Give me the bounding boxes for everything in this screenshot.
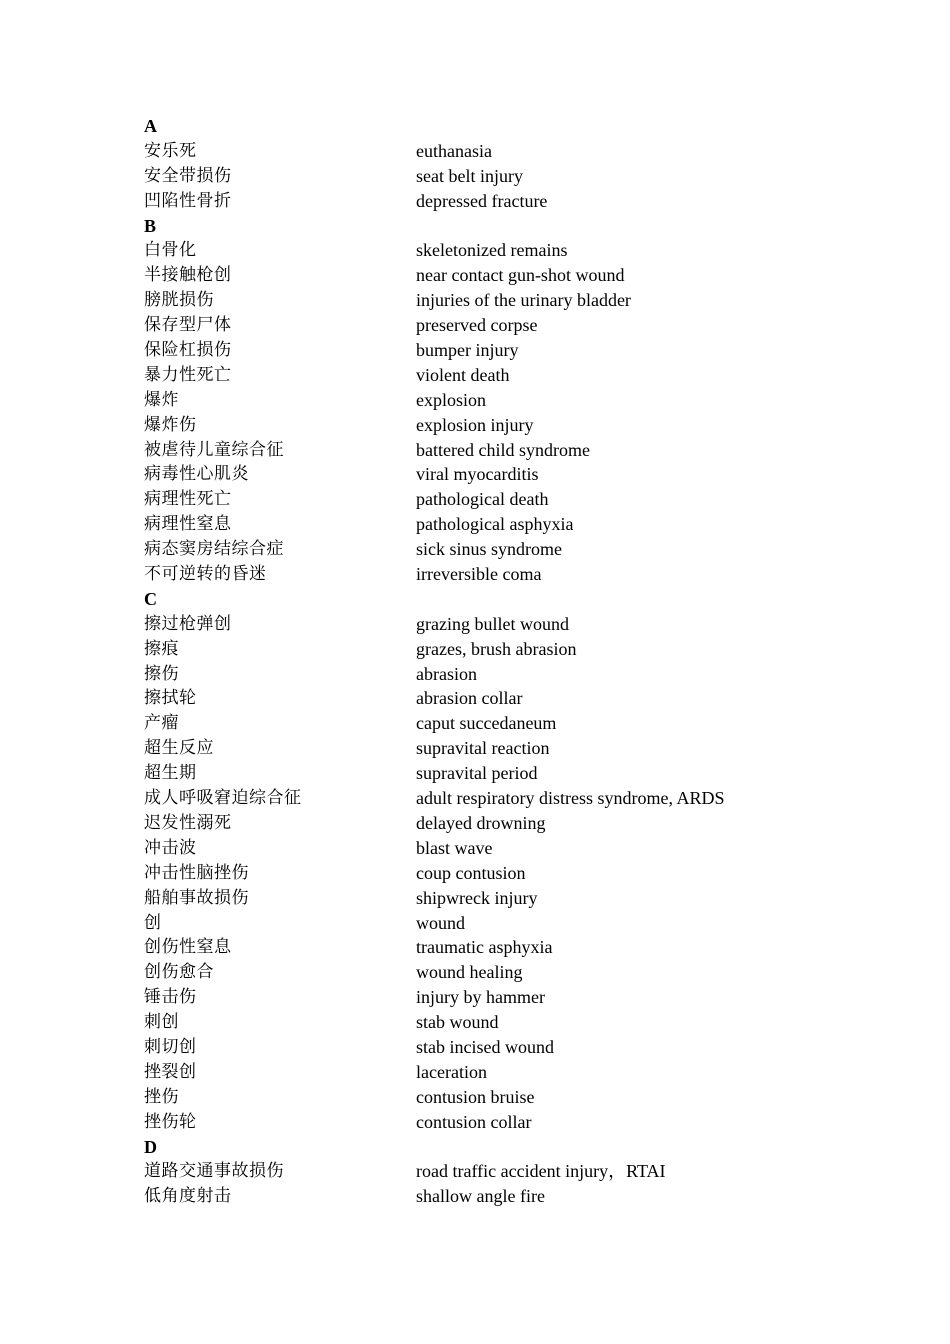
english-term: grazes, brush abrasion <box>416 638 577 659</box>
chinese-term: 病理性窒息 <box>144 514 232 535</box>
chinese-term: 擦痕 <box>144 638 179 659</box>
chinese-term: 挫伤 <box>144 1086 179 1107</box>
english-term: contusion bruise <box>416 1086 535 1107</box>
glossary-entry <box>144 164 824 189</box>
chinese-term: 迟发性溺死 <box>144 812 232 833</box>
chinese-term: 保险杠损伤 <box>144 340 232 361</box>
section-letter: A <box>144 116 157 136</box>
glossary-entry <box>144 388 824 413</box>
english-term: seat belt injury <box>416 165 523 186</box>
chinese-term: 凹陷性骨折 <box>144 190 232 211</box>
english-term: stab wound <box>416 1012 499 1033</box>
english-term: near contact gun-shot wound <box>416 265 625 286</box>
glossary-entry <box>144 139 824 164</box>
chinese-term: 刺创 <box>144 1012 179 1033</box>
glossary-entry <box>144 861 824 886</box>
english-term: irreversible coma <box>416 564 542 585</box>
glossary-entry <box>144 1110 824 1135</box>
english-term: contusion collar <box>416 1111 532 1132</box>
chinese-term: 擦拭轮 <box>144 688 197 709</box>
glossary-entry <box>144 537 824 562</box>
glossary-entry <box>144 686 824 711</box>
chinese-term: 爆炸 <box>144 389 179 410</box>
chinese-term: 锤击伤 <box>144 987 197 1008</box>
english-term: shipwreck injury <box>416 887 538 908</box>
english-term: blast wave <box>416 837 493 858</box>
english-term: delayed drowning <box>416 812 546 833</box>
english-term: coup contusion <box>416 862 526 883</box>
chinese-term: 低角度射击 <box>144 1186 232 1207</box>
english-term: wound <box>416 912 465 933</box>
english-term: explosion <box>416 389 486 410</box>
chinese-term: 超生期 <box>144 763 197 784</box>
glossary-entry <box>144 1010 824 1035</box>
english-term: injuries of the urinary bladder <box>416 290 631 311</box>
english-term: battered child syndrome <box>416 439 590 460</box>
glossary-entry <box>144 836 824 861</box>
chinese-term: 病理性死亡 <box>144 489 232 510</box>
glossary-entry <box>144 1159 824 1184</box>
english-term: abrasion collar <box>416 688 523 709</box>
glossary-entry <box>144 811 824 836</box>
english-term: pathological death <box>416 489 549 510</box>
chinese-term: 安乐死 <box>144 140 197 161</box>
glossary-list <box>144 114 824 1209</box>
chinese-term: 被虐待儿童综合征 <box>144 439 284 460</box>
chinese-term: 安全带损伤 <box>144 165 232 186</box>
chinese-term: 挫伤轮 <box>144 1111 197 1132</box>
english-term: caput succedaneum <box>416 713 557 734</box>
english-term: stab incised wound <box>416 1036 554 1057</box>
chinese-term: 超生反应 <box>144 738 214 759</box>
glossary-entry <box>144 637 824 662</box>
english-term: shallow angle fire <box>416 1186 545 1207</box>
glossary-entry <box>144 1085 824 1110</box>
english-term: depressed fracture <box>416 190 548 211</box>
english-term: sick sinus syndrome <box>416 539 562 560</box>
glossary-entry <box>144 413 824 438</box>
chinese-term: 道路交通事故损伤 <box>144 1161 284 1182</box>
english-term: injury by hammer <box>416 987 545 1008</box>
english-term: euthanasia <box>416 140 492 161</box>
glossary-entry <box>144 736 824 761</box>
glossary-entry <box>144 487 824 512</box>
glossary-entry <box>144 562 824 587</box>
glossary-entry <box>144 960 824 985</box>
english-term: pathological asphyxia <box>416 514 574 535</box>
glossary-entry <box>144 462 824 487</box>
chinese-term: 擦过枪弹创 <box>144 613 232 634</box>
chinese-term: 爆炸伤 <box>144 414 197 435</box>
chinese-term: 冲击性脑挫伤 <box>144 862 249 883</box>
glossary-entry <box>144 363 824 388</box>
glossary-entry <box>144 911 824 936</box>
english-term: adult respiratory distress syndrome, ARDS <box>416 788 725 809</box>
english-term: preserved corpse <box>416 315 538 336</box>
chinese-term: 创 <box>144 912 162 933</box>
section-letter: B <box>144 215 157 236</box>
glossary-entry <box>144 786 824 811</box>
glossary-entry <box>144 935 824 960</box>
english-term: viral myocarditis <box>416 464 539 485</box>
glossary-entry <box>144 612 824 637</box>
glossary-entry <box>144 1184 824 1209</box>
english-term: explosion injury <box>416 414 534 435</box>
english-term: violent death <box>416 364 510 385</box>
english-term: traumatic asphyxia <box>416 937 553 958</box>
section-letter: C <box>144 588 157 609</box>
chinese-term: 膀胱损伤 <box>144 290 214 311</box>
glossary-entry <box>144 238 824 263</box>
chinese-term: 白骨化 <box>144 240 197 261</box>
chinese-term: 成人呼吸窘迫综合征 <box>144 788 302 809</box>
glossary-entry <box>144 288 824 313</box>
chinese-term: 病态窦房结综合症 <box>144 539 284 560</box>
glossary-entry <box>144 761 824 786</box>
glossary-entry <box>144 662 824 687</box>
glossary-entry <box>144 512 824 537</box>
chinese-term: 暴力性死亡 <box>144 364 232 385</box>
glossary-entry <box>144 338 824 363</box>
chinese-term: 半接触枪创 <box>144 265 232 286</box>
chinese-term: 刺切创 <box>144 1036 197 1057</box>
chinese-term: 船舶事故损伤 <box>144 887 249 908</box>
english-term: wound healing <box>416 962 523 983</box>
chinese-term: 创伤性窒息 <box>144 937 232 958</box>
english-term: laceration <box>416 1061 487 1082</box>
glossary-entry <box>144 438 824 463</box>
glossary-entry <box>144 263 824 288</box>
english-term: grazing bullet wound <box>416 613 569 634</box>
english-term: supravital period <box>416 763 538 784</box>
glossary-entry <box>144 985 824 1010</box>
chinese-term: 创伤愈合 <box>144 962 214 983</box>
chinese-term: 病毒性心肌炎 <box>144 464 249 485</box>
english-term: abrasion <box>416 663 477 684</box>
glossary-entry <box>144 313 824 338</box>
glossary-entry <box>144 1060 824 1085</box>
chinese-term: 冲击波 <box>144 837 197 858</box>
english-term: skeletonized remains <box>416 240 568 261</box>
glossary-entry <box>144 189 824 214</box>
chinese-term: 擦伤 <box>144 663 179 684</box>
glossary-entry <box>144 711 824 736</box>
chinese-term: 产瘤 <box>144 713 179 734</box>
english-term: supravital reaction <box>416 738 550 759</box>
glossary-entry <box>144 886 824 911</box>
chinese-term: 挫裂创 <box>144 1061 197 1082</box>
glossary-entry <box>144 1035 824 1060</box>
chinese-term: 不可逆转的昏迷 <box>144 564 267 585</box>
english-term: road traffic accident injury，RTAI <box>416 1161 666 1182</box>
chinese-term: 保存型尸体 <box>144 315 232 336</box>
section-letter: D <box>144 1136 157 1157</box>
english-term: bumper injury <box>416 340 519 361</box>
